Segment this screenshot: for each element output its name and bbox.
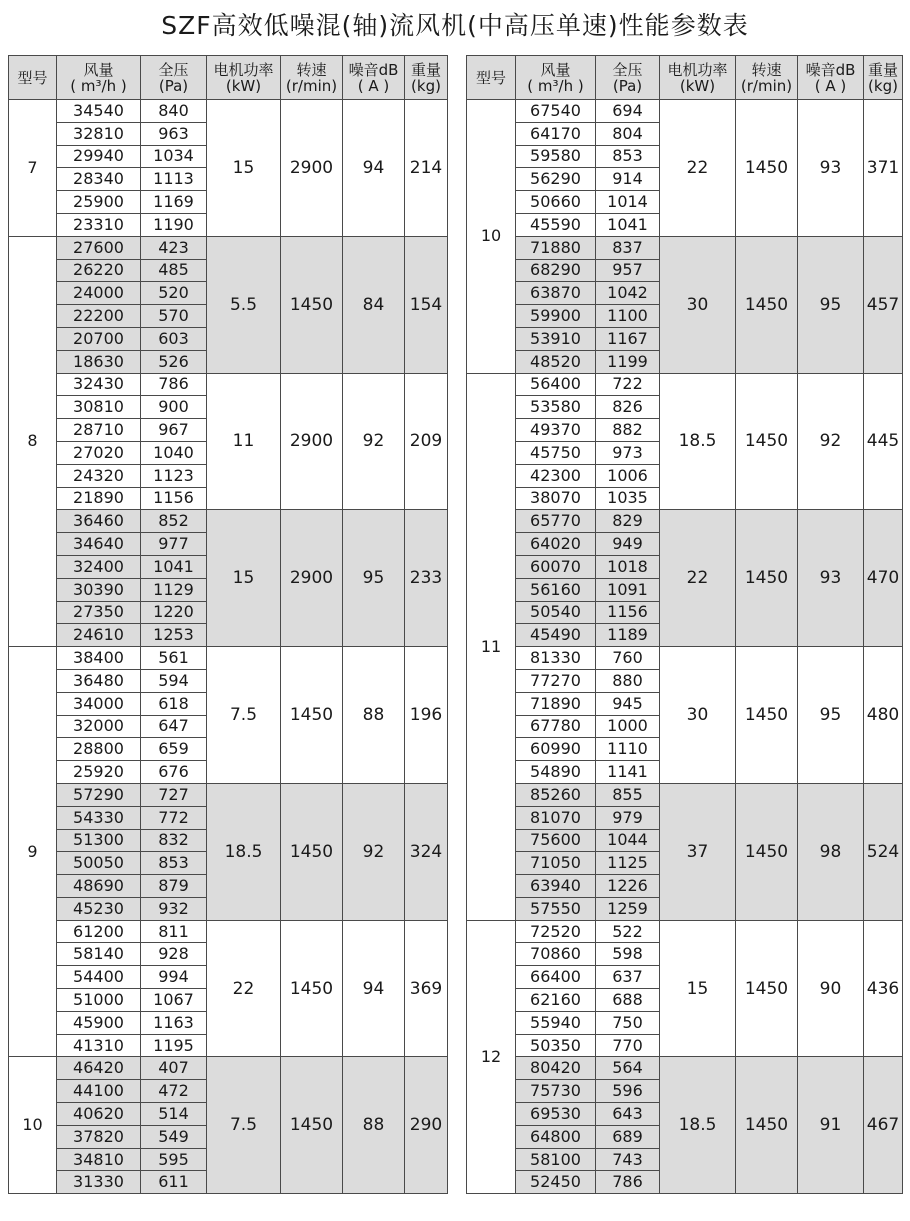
airflow-cell: 30810 xyxy=(57,396,141,419)
header-noise: 噪音dB ( A ) xyxy=(343,56,405,100)
airflow-cell: 71050 xyxy=(516,852,596,875)
airflow-cell: 24610 xyxy=(57,624,141,647)
weight-cell: 209 xyxy=(405,373,448,510)
airflow-cell: 67540 xyxy=(516,100,596,123)
pressure-cell: 1110 xyxy=(596,738,660,761)
weight-cell: 371 xyxy=(864,100,903,237)
pressure-cell: 840 xyxy=(141,100,207,123)
speed-cell: 1450 xyxy=(736,100,798,237)
airflow-cell: 23310 xyxy=(57,213,141,236)
header-power: 电机功率 (kW) xyxy=(660,56,736,100)
table-row xyxy=(9,100,448,123)
airflow-cell: 30390 xyxy=(57,578,141,601)
pressure-cell: 829 xyxy=(596,510,660,533)
airflow-cell: 75600 xyxy=(516,829,596,852)
airflow-cell: 21890 xyxy=(57,487,141,510)
airflow-cell: 26220 xyxy=(57,259,141,282)
airflow-cell: 63870 xyxy=(516,282,596,305)
airflow-cell: 67780 xyxy=(516,715,596,738)
pressure-cell: 526 xyxy=(141,350,207,373)
airflow-cell: 18630 xyxy=(57,350,141,373)
pressure-cell: 1000 xyxy=(596,715,660,738)
header-pressure: 全压 (Pa) xyxy=(141,56,207,100)
airflow-cell: 25920 xyxy=(57,761,141,784)
power-cell: 11 xyxy=(207,373,281,510)
pressure-cell: 1091 xyxy=(596,578,660,601)
pressure-cell: 928 xyxy=(141,943,207,966)
airflow-cell: 68290 xyxy=(516,259,596,282)
airflow-cell: 64020 xyxy=(516,533,596,556)
pressure-cell: 1041 xyxy=(141,555,207,578)
table-row xyxy=(9,510,448,533)
airflow-cell: 45900 xyxy=(57,1011,141,1034)
weight-cell: 445 xyxy=(864,373,903,510)
pressure-cell: 1195 xyxy=(141,1034,207,1057)
pressure-cell: 977 xyxy=(141,533,207,556)
airflow-cell: 54400 xyxy=(57,966,141,989)
header-pressure: 全压 (Pa) xyxy=(596,56,660,100)
model-cell: 10 xyxy=(9,1057,57,1194)
header-airflow: 风量 ( m³/h ) xyxy=(516,56,596,100)
airflow-cell: 61200 xyxy=(57,920,141,943)
airflow-cell: 45230 xyxy=(57,897,141,920)
weight-cell: 154 xyxy=(405,236,448,373)
pressure-cell: 485 xyxy=(141,259,207,282)
airflow-cell: 28710 xyxy=(57,419,141,442)
pressure-cell: 1040 xyxy=(141,441,207,464)
pressure-cell: 750 xyxy=(596,1011,660,1034)
airflow-cell: 24000 xyxy=(57,282,141,305)
airflow-cell: 59900 xyxy=(516,305,596,328)
pressure-cell: 1123 xyxy=(141,464,207,487)
header-model: 型号 xyxy=(9,56,57,100)
header-model: 型号 xyxy=(467,56,516,100)
pressure-cell: 689 xyxy=(596,1125,660,1148)
table-row xyxy=(467,100,903,123)
pressure-cell: 880 xyxy=(596,669,660,692)
table-row xyxy=(467,1057,903,1080)
pressure-cell: 1067 xyxy=(141,989,207,1012)
power-cell: 30 xyxy=(660,236,736,373)
noise-cell: 98 xyxy=(798,783,864,920)
airflow-cell: 22200 xyxy=(57,305,141,328)
airflow-cell: 71880 xyxy=(516,236,596,259)
pressure-cell: 979 xyxy=(596,806,660,829)
pressure-cell: 1156 xyxy=(141,487,207,510)
model-cell: 9 xyxy=(9,647,57,1057)
pressure-cell: 570 xyxy=(141,305,207,328)
power-cell: 7.5 xyxy=(207,647,281,784)
airflow-cell: 49370 xyxy=(516,419,596,442)
airflow-cell: 55940 xyxy=(516,1011,596,1034)
weight-cell: 524 xyxy=(864,783,903,920)
airflow-cell: 58100 xyxy=(516,1148,596,1171)
airflow-cell: 80420 xyxy=(516,1057,596,1080)
power-cell: 7.5 xyxy=(207,1057,281,1194)
pressure-cell: 837 xyxy=(596,236,660,259)
speed-cell: 1450 xyxy=(736,647,798,784)
power-cell: 22 xyxy=(660,510,736,647)
noise-cell: 88 xyxy=(343,1057,405,1194)
header-speed: 转速 (r/min) xyxy=(281,56,343,100)
pressure-cell: 1125 xyxy=(596,852,660,875)
airflow-cell: 44100 xyxy=(57,1080,141,1103)
noise-cell: 93 xyxy=(798,100,864,237)
pressure-cell: 598 xyxy=(596,943,660,966)
power-cell: 15 xyxy=(660,920,736,1057)
table-row xyxy=(9,236,448,259)
pressure-cell: 914 xyxy=(596,168,660,191)
pressure-cell: 514 xyxy=(141,1103,207,1126)
noise-cell: 93 xyxy=(798,510,864,647)
pressure-cell: 522 xyxy=(596,920,660,943)
pressure-cell: 603 xyxy=(141,327,207,350)
noise-cell: 90 xyxy=(798,920,864,1057)
power-cell: 5.5 xyxy=(207,236,281,373)
pressure-cell: 811 xyxy=(141,920,207,943)
noise-cell: 92 xyxy=(798,373,864,510)
airflow-cell: 64170 xyxy=(516,122,596,145)
airflow-cell: 34540 xyxy=(57,100,141,123)
power-cell: 18.5 xyxy=(660,1057,736,1194)
airflow-cell: 54330 xyxy=(57,806,141,829)
airflow-cell: 51300 xyxy=(57,829,141,852)
noise-cell: 94 xyxy=(343,100,405,237)
airflow-cell: 51000 xyxy=(57,989,141,1012)
header-weight: 重量 (kg) xyxy=(864,56,903,100)
weight-cell: 470 xyxy=(864,510,903,647)
pressure-cell: 770 xyxy=(596,1034,660,1057)
table-row xyxy=(9,647,448,670)
speed-cell: 1450 xyxy=(281,920,343,1057)
pressure-cell: 945 xyxy=(596,692,660,715)
pressure-cell: 853 xyxy=(596,145,660,168)
pressure-cell: 618 xyxy=(141,692,207,715)
table-row xyxy=(9,783,448,806)
airflow-cell: 60070 xyxy=(516,555,596,578)
power-cell: 15 xyxy=(207,510,281,647)
pressure-cell: 1156 xyxy=(596,601,660,624)
airflow-cell: 53580 xyxy=(516,396,596,419)
airflow-cell: 48520 xyxy=(516,350,596,373)
noise-cell: 95 xyxy=(798,647,864,784)
table-row xyxy=(467,236,903,259)
model-cell: 10 xyxy=(467,100,516,374)
speed-cell: 2900 xyxy=(281,100,343,237)
weight-cell: 467 xyxy=(864,1057,903,1194)
speed-cell: 1450 xyxy=(736,510,798,647)
pressure-cell: 1167 xyxy=(596,327,660,350)
airflow-cell: 70860 xyxy=(516,943,596,966)
pressure-cell: 472 xyxy=(141,1080,207,1103)
airflow-cell: 27020 xyxy=(57,441,141,464)
model-cell: 7 xyxy=(9,100,57,237)
speed-cell: 1450 xyxy=(736,236,798,373)
airflow-cell: 81330 xyxy=(516,647,596,670)
airflow-cell: 56290 xyxy=(516,168,596,191)
pressure-cell: 637 xyxy=(596,966,660,989)
pressure-cell: 1259 xyxy=(596,897,660,920)
pressure-cell: 900 xyxy=(141,396,207,419)
pressure-cell: 1113 xyxy=(141,168,207,191)
airflow-cell: 34810 xyxy=(57,1148,141,1171)
airflow-cell: 32430 xyxy=(57,373,141,396)
airflow-cell: 29940 xyxy=(57,145,141,168)
weight-cell: 196 xyxy=(405,647,448,784)
pressure-cell: 611 xyxy=(141,1171,207,1194)
pressure-cell: 1220 xyxy=(141,601,207,624)
table-row xyxy=(9,373,448,396)
header-speed: 转速 (r/min) xyxy=(736,56,798,100)
noise-cell: 84 xyxy=(343,236,405,373)
airflow-cell: 40620 xyxy=(57,1103,141,1126)
pressure-cell: 1042 xyxy=(596,282,660,305)
airflow-cell: 81070 xyxy=(516,806,596,829)
airflow-cell: 27600 xyxy=(57,236,141,259)
airflow-cell: 25900 xyxy=(57,191,141,214)
pressure-cell: 772 xyxy=(141,806,207,829)
pressure-cell: 1226 xyxy=(596,875,660,898)
airflow-cell: 60990 xyxy=(516,738,596,761)
pressure-cell: 643 xyxy=(596,1103,660,1126)
airflow-cell: 50350 xyxy=(516,1034,596,1057)
noise-cell: 92 xyxy=(343,783,405,920)
airflow-cell: 63940 xyxy=(516,875,596,898)
model-cell: 8 xyxy=(9,236,57,646)
airflow-cell: 20700 xyxy=(57,327,141,350)
table-row xyxy=(467,647,903,670)
airflow-cell: 57290 xyxy=(57,783,141,806)
pressure-cell: 963 xyxy=(141,122,207,145)
speed-cell: 1450 xyxy=(736,783,798,920)
airflow-cell: 42300 xyxy=(516,464,596,487)
airflow-cell: 50050 xyxy=(57,852,141,875)
airflow-cell: 65770 xyxy=(516,510,596,533)
airflow-cell: 41310 xyxy=(57,1034,141,1057)
pressure-cell: 1014 xyxy=(596,191,660,214)
airflow-cell: 62160 xyxy=(516,989,596,1012)
pressure-cell: 1163 xyxy=(141,1011,207,1034)
airflow-cell: 31330 xyxy=(57,1171,141,1194)
airflow-cell: 46420 xyxy=(57,1057,141,1080)
airflow-cell: 36480 xyxy=(57,669,141,692)
pressure-cell: 1034 xyxy=(141,145,207,168)
airflow-cell: 24320 xyxy=(57,464,141,487)
pressure-cell: 722 xyxy=(596,373,660,396)
pressure-cell: 949 xyxy=(596,533,660,556)
speed-cell: 1450 xyxy=(281,1057,343,1194)
airflow-cell: 34000 xyxy=(57,692,141,715)
pressure-cell: 549 xyxy=(141,1125,207,1148)
airflow-cell: 32000 xyxy=(57,715,141,738)
airflow-cell: 27350 xyxy=(57,601,141,624)
pressure-cell: 1129 xyxy=(141,578,207,601)
pressure-cell: 1006 xyxy=(596,464,660,487)
airflow-cell: 77270 xyxy=(516,669,596,692)
pressure-cell: 727 xyxy=(141,783,207,806)
airflow-cell: 28800 xyxy=(57,738,141,761)
airflow-cell: 45750 xyxy=(516,441,596,464)
power-cell: 22 xyxy=(207,920,281,1057)
pressure-cell: 852 xyxy=(141,510,207,533)
pressure-cell: 659 xyxy=(141,738,207,761)
performance-table-right xyxy=(466,55,903,1194)
airflow-cell: 72520 xyxy=(516,920,596,943)
airflow-cell: 59580 xyxy=(516,145,596,168)
airflow-cell: 64800 xyxy=(516,1125,596,1148)
airflow-cell: 45590 xyxy=(516,213,596,236)
power-cell: 15 xyxy=(207,100,281,237)
pressure-cell: 647 xyxy=(141,715,207,738)
power-cell: 22 xyxy=(660,100,736,237)
airflow-cell: 37820 xyxy=(57,1125,141,1148)
pressure-cell: 760 xyxy=(596,647,660,670)
pressure-cell: 879 xyxy=(141,875,207,898)
airflow-cell: 53910 xyxy=(516,327,596,350)
speed-cell: 1450 xyxy=(736,1057,798,1194)
weight-cell: 290 xyxy=(405,1057,448,1194)
airflow-cell: 52450 xyxy=(516,1171,596,1194)
pressure-cell: 1190 xyxy=(141,213,207,236)
power-cell: 18.5 xyxy=(660,373,736,510)
pressure-cell: 967 xyxy=(141,419,207,442)
pressure-cell: 1199 xyxy=(596,350,660,373)
weight-cell: 369 xyxy=(405,920,448,1057)
pressure-cell: 1100 xyxy=(596,305,660,328)
speed-cell: 1450 xyxy=(281,783,343,920)
pressure-cell: 594 xyxy=(141,669,207,692)
airflow-cell: 28340 xyxy=(57,168,141,191)
speed-cell: 1450 xyxy=(281,647,343,784)
airflow-cell: 34640 xyxy=(57,533,141,556)
airflow-cell: 54890 xyxy=(516,761,596,784)
pressure-cell: 1018 xyxy=(596,555,660,578)
airflow-cell: 36460 xyxy=(57,510,141,533)
noise-cell: 92 xyxy=(343,373,405,510)
pressure-cell: 1141 xyxy=(596,761,660,784)
weight-cell: 480 xyxy=(864,647,903,784)
noise-cell: 88 xyxy=(343,647,405,784)
pressure-cell: 932 xyxy=(141,897,207,920)
pressure-cell: 520 xyxy=(141,282,207,305)
speed-cell: 1450 xyxy=(281,236,343,373)
pressure-cell: 826 xyxy=(596,396,660,419)
table-row xyxy=(467,783,903,806)
noise-cell: 95 xyxy=(343,510,405,647)
power-cell: 30 xyxy=(660,647,736,784)
noise-cell: 94 xyxy=(343,920,405,1057)
airflow-cell: 66400 xyxy=(516,966,596,989)
noise-cell: 95 xyxy=(798,236,864,373)
pressure-cell: 853 xyxy=(141,852,207,875)
pressure-cell: 957 xyxy=(596,259,660,282)
airflow-cell: 56400 xyxy=(516,373,596,396)
table-row xyxy=(467,373,903,396)
pressure-cell: 423 xyxy=(141,236,207,259)
airflow-cell: 50660 xyxy=(516,191,596,214)
pressure-cell: 743 xyxy=(596,1148,660,1171)
pressure-cell: 1253 xyxy=(141,624,207,647)
weight-cell: 214 xyxy=(405,100,448,237)
pressure-cell: 694 xyxy=(596,100,660,123)
airflow-cell: 48690 xyxy=(57,875,141,898)
airflow-cell: 50540 xyxy=(516,601,596,624)
weight-cell: 436 xyxy=(864,920,903,1057)
airflow-cell: 58140 xyxy=(57,943,141,966)
airflow-cell: 85260 xyxy=(516,783,596,806)
table-row xyxy=(467,920,903,943)
pressure-cell: 676 xyxy=(141,761,207,784)
pressure-cell: 832 xyxy=(141,829,207,852)
pressure-cell: 804 xyxy=(596,122,660,145)
weight-cell: 233 xyxy=(405,510,448,647)
airflow-cell: 69530 xyxy=(516,1103,596,1126)
airflow-cell: 38400 xyxy=(57,647,141,670)
speed-cell: 1450 xyxy=(736,373,798,510)
pressure-cell: 688 xyxy=(596,989,660,1012)
speed-cell: 2900 xyxy=(281,373,343,510)
pressure-cell: 596 xyxy=(596,1080,660,1103)
pressure-cell: 855 xyxy=(596,783,660,806)
power-cell: 18.5 xyxy=(207,783,281,920)
speed-cell: 2900 xyxy=(281,510,343,647)
pressure-cell: 1044 xyxy=(596,829,660,852)
airflow-cell: 57550 xyxy=(516,897,596,920)
table-row xyxy=(9,1057,448,1080)
airflow-cell: 45490 xyxy=(516,624,596,647)
header-airflow: 风量 ( m³/h ) xyxy=(57,56,141,100)
model-cell: 12 xyxy=(467,920,516,1194)
header-row xyxy=(467,56,903,100)
speed-cell: 1450 xyxy=(736,920,798,1057)
airflow-cell: 56160 xyxy=(516,578,596,601)
weight-cell: 324 xyxy=(405,783,448,920)
table-row xyxy=(9,920,448,943)
airflow-cell: 32810 xyxy=(57,122,141,145)
pressure-cell: 973 xyxy=(596,441,660,464)
performance-table-left xyxy=(8,55,448,1194)
pressure-cell: 595 xyxy=(141,1148,207,1171)
power-cell: 37 xyxy=(660,783,736,920)
noise-cell: 91 xyxy=(798,1057,864,1194)
header-row xyxy=(9,56,448,100)
airflow-cell: 38070 xyxy=(516,487,596,510)
pressure-cell: 1035 xyxy=(596,487,660,510)
airflow-cell: 75730 xyxy=(516,1080,596,1103)
weight-cell: 457 xyxy=(864,236,903,373)
header-weight: 重量 (kg) xyxy=(405,56,448,100)
header-noise: 噪音dB ( A ) xyxy=(798,56,864,100)
pressure-cell: 786 xyxy=(596,1171,660,1194)
header-power: 电机功率 (kW) xyxy=(207,56,281,100)
pressure-cell: 994 xyxy=(141,966,207,989)
pressure-cell: 882 xyxy=(596,419,660,442)
pressure-cell: 564 xyxy=(596,1057,660,1080)
airflow-cell: 32400 xyxy=(57,555,141,578)
airflow-cell: 71890 xyxy=(516,692,596,715)
pressure-cell: 1169 xyxy=(141,191,207,214)
pressure-cell: 407 xyxy=(141,1057,207,1080)
page-title: SZF高效低噪混(轴)流风机(中高压单速)性能参数表 xyxy=(161,11,749,40)
pressure-cell: 1041 xyxy=(596,213,660,236)
pressure-cell: 786 xyxy=(141,373,207,396)
table-row xyxy=(467,510,903,533)
pressure-cell: 1189 xyxy=(596,624,660,647)
model-cell: 11 xyxy=(467,373,516,920)
pressure-cell: 561 xyxy=(141,647,207,670)
